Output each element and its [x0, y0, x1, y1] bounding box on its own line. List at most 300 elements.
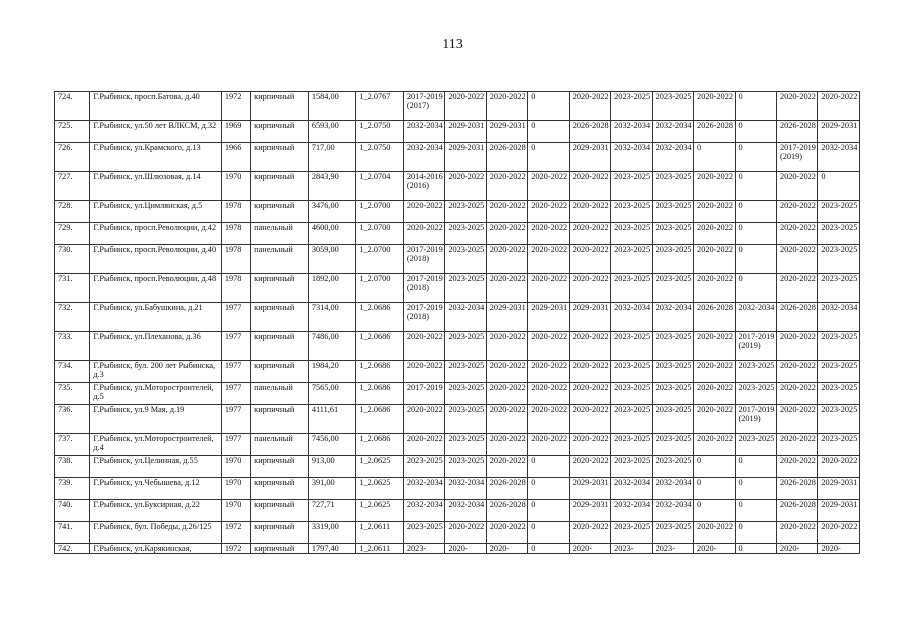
construction-year-cell: 1969 [221, 121, 250, 143]
total-area-cell: 913,00 [308, 456, 356, 478]
repair-period-cell: 2026-2028 [776, 121, 817, 143]
table-row [55, 500, 860, 522]
total-area-cell: 3059,00 [308, 245, 356, 274]
repair-period-cell: 2023-2025 [735, 383, 776, 405]
repair-period-cell: 2020-2022 [445, 522, 486, 544]
repair-period-cell: 2020-2022 [486, 434, 527, 456]
repair-period-cell: 2026-2028 [486, 500, 527, 522]
repair-period-cell: 2032-2034 [652, 478, 693, 500]
row-number: 729. [55, 223, 90, 245]
repair-period-cell: 2023-2025 [611, 245, 652, 274]
repair-period-cell: 2020-2022 [445, 172, 486, 201]
repair-period-cell: 2020-2022 [486, 92, 527, 121]
repair-period-cell: 2023-2025 [611, 434, 652, 456]
repair-period-cell: 2032-2034 [652, 500, 693, 522]
table-row [55, 201, 860, 223]
repair-period-cell: 2023-2025 [652, 405, 693, 434]
address-cell: Г.Рыбинск, ул.9 Мая, д.19 [90, 405, 221, 434]
repair-period-cell: 2029-2031 [818, 121, 860, 143]
repair-period-cell: 2032-2034 [611, 303, 652, 332]
table-row [55, 456, 860, 478]
repair-period-cell: 2023-2025 [652, 434, 693, 456]
table-row [55, 361, 860, 383]
repair-period-cell: 0 [735, 456, 776, 478]
row-number: 727. [55, 172, 90, 201]
repair-period-cell: 2017-2019 (2019) [735, 332, 776, 361]
row-number: 740. [55, 500, 90, 522]
priority-code-cell: 1_2.0611 [356, 522, 404, 544]
construction-year-cell: 1970 [221, 500, 250, 522]
repair-period-cell: 2020-2022 [694, 223, 735, 245]
wall-material-cell: панельный [251, 223, 309, 245]
wall-material-cell: кирпичный [251, 361, 309, 383]
repair-period-cell: 2023-2025 [818, 434, 860, 456]
repair-period-cell: 2026-2028 [486, 143, 527, 172]
repair-period-cell: 2023- [611, 544, 652, 554]
repair-period-cell: 0 [528, 544, 569, 554]
repair-period-cell: 2020-2022 [569, 92, 610, 121]
row-number: 733. [55, 332, 90, 361]
repair-period-cell: 2032-2034 [445, 500, 486, 522]
row-number: 728. [55, 201, 90, 223]
repair-period-cell: 2020-2022 [818, 92, 860, 121]
repair-period-cell: 2023-2025 [652, 522, 693, 544]
repair-period-cell: 2023-2025 [818, 245, 860, 274]
priority-code-cell: 1_2.0686 [356, 332, 404, 361]
repair-period-cell: 2020- [569, 544, 610, 554]
repair-period-cell: 2020-2022 [569, 245, 610, 274]
repair-period-cell: 2020-2022 [694, 332, 735, 361]
repair-period-cell: 2023-2025 [818, 383, 860, 405]
repair-period-cell: 2023-2025 [403, 522, 444, 544]
total-area-cell: 7314,00 [308, 303, 356, 332]
total-area-cell: 7456,00 [308, 434, 356, 456]
repair-period-cell: 2020-2022 [776, 172, 817, 201]
wall-material-cell: панельный [251, 383, 309, 405]
table-row [55, 121, 860, 143]
total-area-cell: 3476,00 [308, 201, 356, 223]
repair-period-cell: 2020-2022 [486, 332, 527, 361]
repair-period-cell: 2020-2022 [694, 522, 735, 544]
repair-period-cell: 2020- [486, 544, 527, 554]
repair-period-cell: 2020-2022 [486, 245, 527, 274]
wall-material-cell: кирпичный [251, 478, 309, 500]
repair-period-cell: 0 [528, 478, 569, 500]
repair-period-cell: 2023-2025 [818, 332, 860, 361]
table-row [55, 223, 860, 245]
row-number: 736. [55, 405, 90, 434]
priority-code-cell: 1_2.0625 [356, 456, 404, 478]
repair-period-cell: 2026-2028 [486, 478, 527, 500]
construction-year-cell: 1977 [221, 303, 250, 332]
table-row [55, 172, 860, 201]
repair-period-cell: 2020-2022 [528, 434, 569, 456]
repair-period-cell: 2020-2022 [569, 201, 610, 223]
repair-period-cell: 2020-2022 [528, 274, 569, 303]
priority-code-cell: 1_2.0625 [356, 478, 404, 500]
repair-period-cell: 2023-2025 [652, 332, 693, 361]
repair-period-cell: 2020-2022 [776, 92, 817, 121]
table-row [55, 434, 860, 456]
priority-code-cell: 1_2.0767 [356, 92, 404, 121]
repair-period-cell: 2029-2031 [569, 500, 610, 522]
repair-period-cell: 2023-2025 [445, 201, 486, 223]
table-row [55, 544, 860, 554]
wall-material-cell: кирпичный [251, 274, 309, 303]
construction-year-cell: 1970 [221, 172, 250, 201]
repair-period-cell: 2023-2025 [611, 223, 652, 245]
row-number: 738. [55, 456, 90, 478]
repair-period-cell: 0 [694, 500, 735, 522]
repair-period-cell: 2020-2022 [486, 172, 527, 201]
wall-material-cell: кирпичный [251, 303, 309, 332]
repair-period-cell: 2023-2025 [445, 361, 486, 383]
construction-year-cell: 1970 [221, 456, 250, 478]
repair-period-cell: 2020-2022 [486, 383, 527, 405]
repair-period-cell: 2020-2022 [569, 332, 610, 361]
repair-period-cell: 2023-2025 [652, 201, 693, 223]
repair-period-cell: 2020-2022 [403, 201, 444, 223]
repair-period-cell: 2023-2025 [445, 383, 486, 405]
repair-period-cell: 0 [735, 544, 776, 554]
repair-period-cell: 2020-2022 [776, 456, 817, 478]
repair-period-cell: 2023-2025 [611, 172, 652, 201]
table-row [55, 245, 860, 274]
repair-period-cell: 2023-2025 [818, 361, 860, 383]
repair-period-cell: 2029-2031 [445, 121, 486, 143]
repair-period-cell: 2032-2034 [611, 500, 652, 522]
repair-period-cell: 2032-2034 [818, 303, 860, 332]
address-cell: Г.Рыбинск, бул. 200 лет Рыбинска, д.3 [90, 361, 221, 383]
repair-period-cell: 2020-2022 [818, 456, 860, 478]
repair-period-cell: 2032-2034 [652, 121, 693, 143]
repair-period-cell: 2020-2022 [694, 201, 735, 223]
total-area-cell: 2843,90 [308, 172, 356, 201]
repair-period-cell: 2029-2031 [486, 303, 527, 332]
construction-year-cell: 1978 [221, 223, 250, 245]
priority-code-cell: 1_2.0700 [356, 201, 404, 223]
row-number: 731. [55, 274, 90, 303]
repair-period-cell: 2020-2022 [528, 405, 569, 434]
wall-material-cell: кирпичный [251, 201, 309, 223]
total-area-cell: 391,00 [308, 478, 356, 500]
repair-period-cell: 2020-2022 [776, 332, 817, 361]
repair-period-cell: 2023-2025 [445, 434, 486, 456]
repair-period-cell: 0 [735, 522, 776, 544]
repair-period-cell: 2020-2022 [694, 274, 735, 303]
address-cell: Г.Рыбинск, ул.Моторостроителей, д.4 [90, 434, 221, 456]
address-cell: Г.Рыбинск, ул.Плеханова, д.36 [90, 332, 221, 361]
wall-material-cell: кирпичный [251, 522, 309, 544]
row-number: 725. [55, 121, 90, 143]
priority-code-cell: 1_2.0750 [356, 121, 404, 143]
repair-period-cell: 2029-2031 [445, 143, 486, 172]
repair-period-cell: 0 [735, 201, 776, 223]
repair-period-cell: 2032-2034 [611, 121, 652, 143]
construction-year-cell: 1966 [221, 143, 250, 172]
repair-period-cell: 2020-2022 [486, 361, 527, 383]
table-row [55, 383, 860, 405]
repair-period-cell: 2023-2025 [611, 383, 652, 405]
repair-period-cell: 2020-2022 [569, 522, 610, 544]
repair-period-cell: 0 [528, 500, 569, 522]
repair-period-cell: 2020-2022 [776, 274, 817, 303]
table-row [55, 303, 860, 332]
row-number: 726. [55, 143, 90, 172]
wall-material-cell: кирпичный [251, 500, 309, 522]
total-area-cell: 1584,00 [308, 92, 356, 121]
repair-period-cell: 2020-2022 [403, 434, 444, 456]
wall-material-cell: кирпичный [251, 544, 309, 554]
repair-period-cell: 2023-2025 [652, 245, 693, 274]
repair-period-cell: 2020-2022 [445, 92, 486, 121]
repair-period-cell: 2020-2022 [776, 434, 817, 456]
table-body [55, 92, 860, 554]
repair-period-cell: 0 [528, 456, 569, 478]
priority-code-cell: 1_2.0704 [356, 172, 404, 201]
repair-period-cell: 2020-2022 [694, 405, 735, 434]
construction-year-cell: 1972 [221, 522, 250, 544]
total-area-cell: 1892,00 [308, 274, 356, 303]
repair-period-cell: 2023-2025 [445, 405, 486, 434]
construction-year-cell: 1970 [221, 478, 250, 500]
repair-period-cell: 2017-2019 (2019) [735, 405, 776, 434]
address-cell: Г.Рыбинск, ул.Буксирная, д.22 [90, 500, 221, 522]
repair-period-cell: 2020-2022 [528, 223, 569, 245]
repair-period-cell: 2026-2028 [776, 478, 817, 500]
repair-period-cell: 2023-2025 [735, 434, 776, 456]
priority-code-cell: 1_2.0686 [356, 303, 404, 332]
repair-period-cell: 2020-2022 [403, 405, 444, 434]
table-row [55, 143, 860, 172]
construction-year-cell: 1977 [221, 332, 250, 361]
repair-period-cell: 2023- [652, 544, 693, 554]
repair-period-cell: 2032-2034 [611, 478, 652, 500]
repair-period-cell: 2023-2025 [652, 92, 693, 121]
repair-period-cell: 0 [735, 143, 776, 172]
row-number: 741. [55, 522, 90, 544]
repair-period-cell: 2026-2028 [776, 500, 817, 522]
repair-period-cell: 0 [694, 456, 735, 478]
construction-year-cell: 1977 [221, 361, 250, 383]
repair-period-cell: 2020-2022 [694, 245, 735, 274]
priority-code-cell: 1_2.0700 [356, 274, 404, 303]
wall-material-cell: кирпичный [251, 332, 309, 361]
wall-material-cell: кирпичный [251, 121, 309, 143]
repair-period-cell: 2023-2025 [403, 456, 444, 478]
construction-year-cell: 1978 [221, 201, 250, 223]
repair-period-cell: 2032-2034 [445, 478, 486, 500]
row-number: 735. [55, 383, 90, 405]
row-number: 737. [55, 434, 90, 456]
repair-period-cell: 2023- [403, 544, 444, 554]
address-cell: Г.Рыбинск, ул.Чебышева, д.12 [90, 478, 221, 500]
repair-period-cell: 2020-2022 [528, 332, 569, 361]
repair-period-cell: 0 [735, 121, 776, 143]
repair-period-cell: 2023-2025 [652, 456, 693, 478]
repair-period-cell: 2020-2022 [694, 361, 735, 383]
repair-period-cell: 0 [735, 92, 776, 121]
repair-period-cell: 2023-2025 [652, 223, 693, 245]
repair-period-cell: 2020-2022 [776, 361, 817, 383]
repair-period-cell: 2020-2022 [694, 383, 735, 405]
page-number: 113 [442, 37, 463, 52]
repair-period-cell: 2023-2025 [611, 361, 652, 383]
priority-code-cell: 1_2.0700 [356, 223, 404, 245]
construction-year-cell: 1977 [221, 405, 250, 434]
repair-period-cell: 2020-2022 [694, 92, 735, 121]
repair-period-cell: 2023-2025 [445, 245, 486, 274]
priority-code-cell: 1_2.0686 [356, 383, 404, 405]
repair-period-cell: 0 [735, 478, 776, 500]
repair-period-cell: 2020-2022 [569, 172, 610, 201]
repair-period-cell: 2020-2022 [486, 274, 527, 303]
repair-period-cell: 2020-2022 [569, 383, 610, 405]
total-area-cell: 7565,00 [308, 383, 356, 405]
table-row [55, 332, 860, 361]
total-area-cell: 3319,00 [308, 522, 356, 544]
repair-period-cell: 2020-2022 [528, 172, 569, 201]
repair-period-cell: 2017-2019 (2018) [403, 274, 444, 303]
repair-period-cell: 2020-2022 [569, 456, 610, 478]
repair-period-cell: 2020- [694, 544, 735, 554]
repair-period-cell: 2032-2034 [403, 121, 444, 143]
repair-period-cell: 0 [694, 478, 735, 500]
priority-code-cell: 1_2.0750 [356, 143, 404, 172]
repair-period-cell: 2020-2022 [528, 201, 569, 223]
construction-year-cell: 1978 [221, 245, 250, 274]
repair-period-cell: 2020-2022 [818, 522, 860, 544]
repair-period-cell: 0 [528, 92, 569, 121]
row-number: 732. [55, 303, 90, 332]
repair-period-cell: 2023-2025 [652, 383, 693, 405]
repair-period-cell: 2020-2022 [486, 522, 527, 544]
repair-period-cell: 2017-2019 (2018) [403, 245, 444, 274]
repair-period-cell: 2029-2031 [486, 121, 527, 143]
repair-period-cell: 2020-2022 [569, 223, 610, 245]
repair-period-cell: 2023-2025 [818, 405, 860, 434]
repair-period-cell: 0 [694, 143, 735, 172]
priority-code-cell: 1_2.0686 [356, 405, 404, 434]
total-area-cell: 4111,61 [308, 405, 356, 434]
repair-period-cell: 2023-2025 [652, 361, 693, 383]
repair-period-cell: 2020-2022 [776, 201, 817, 223]
repair-period-cell: 0 [528, 121, 569, 143]
repair-period-cell: 2029-2031 [569, 303, 610, 332]
priority-code-cell: 1_2.0686 [356, 434, 404, 456]
repair-period-cell: 2023-2025 [652, 172, 693, 201]
repair-period-cell: 2020- [776, 544, 817, 554]
repair-period-cell: 2023-2025 [818, 201, 860, 223]
address-cell: Г.Рыбинск, просп.Революции, д.48 [90, 274, 221, 303]
row-number: 742. [55, 544, 90, 554]
repair-period-cell: 2032-2034 [652, 303, 693, 332]
repair-period-cell: 2020-2022 [528, 383, 569, 405]
repair-period-cell: 2017-2019 (2019) [776, 143, 817, 172]
repair-period-cell: 2020-2022 [776, 405, 817, 434]
repair-period-cell: 0 [818, 172, 860, 201]
repair-period-cell: 2029-2031 [818, 500, 860, 522]
repair-period-cell: 2032-2034 [403, 500, 444, 522]
repair-period-cell: 2020-2022 [528, 361, 569, 383]
address-cell: Г.Рыбинск, ул.Целинная, д.55 [90, 456, 221, 478]
repair-period-cell: 2023-2025 [445, 223, 486, 245]
repair-period-cell: 2023-2025 [652, 274, 693, 303]
repair-period-cell: 2020-2022 [403, 332, 444, 361]
priority-code-cell: 1_2.0625 [356, 500, 404, 522]
repair-period-cell: 2020-2022 [776, 223, 817, 245]
repair-period-cell: 2020-2022 [694, 172, 735, 201]
address-cell: Г.Рыбинск, ул.Бабушкина, д.21 [90, 303, 221, 332]
address-cell: Г.Рыбинск, просп.Революции, д.40 [90, 245, 221, 274]
repair-period-cell: 2032-2034 [403, 478, 444, 500]
address-cell: Г.Рыбинск, ул.Моторостроителей, д.5 [90, 383, 221, 405]
address-cell: Г.Рыбинск, просп.Батова, д.40 [90, 92, 221, 121]
repair-period-cell: 0 [735, 274, 776, 303]
repair-period-cell: 2026-2028 [569, 121, 610, 143]
repair-period-cell: 2023-2025 [818, 274, 860, 303]
wall-material-cell: кирпичный [251, 405, 309, 434]
repair-period-cell: 2014-2016 (2016) [403, 172, 444, 201]
wall-material-cell: кирпичный [251, 172, 309, 201]
wall-material-cell: кирпичный [251, 456, 309, 478]
repair-period-cell: 2017-2019 [403, 383, 444, 405]
repair-period-cell: 2020-2022 [486, 405, 527, 434]
table-row [55, 478, 860, 500]
repair-period-cell: 2026-2028 [694, 121, 735, 143]
repair-period-cell: 2020-2022 [486, 456, 527, 478]
address-cell: Г.Рыбинск, бул. Победы, д.26/125 [90, 522, 221, 544]
priority-code-cell: 1_2.0611 [356, 544, 404, 554]
repair-period-cell: 2026-2028 [776, 303, 817, 332]
priority-code-cell: 1_2.0686 [356, 361, 404, 383]
repair-period-cell: 2023-2025 [611, 201, 652, 223]
repair-period-cell: 2032-2034 [403, 143, 444, 172]
total-area-cell: 1797,40 [308, 544, 356, 554]
repair-period-cell: 2032-2034 [818, 143, 860, 172]
repair-period-cell: 2032-2034 [652, 143, 693, 172]
repair-period-cell: 2020- [818, 544, 860, 554]
table-row [55, 92, 860, 121]
repair-period-cell: 2017-2019 (2017) [403, 92, 444, 121]
repair-period-cell: 2020-2022 [486, 223, 527, 245]
total-area-cell: 7486,00 [308, 332, 356, 361]
address-cell: Г.Рыбинск, ул.50 лет ВЛКСМ, д.32 [90, 121, 221, 143]
construction-year-cell: 1972 [221, 92, 250, 121]
repair-period-cell: 2020-2022 [403, 361, 444, 383]
construction-year-cell: 1972 [221, 544, 250, 554]
repair-period-cell: 2020-2022 [569, 274, 610, 303]
repair-period-cell: 2029-2031 [569, 143, 610, 172]
repair-period-cell: 2023-2025 [611, 92, 652, 121]
repair-period-cell: 2020-2022 [528, 245, 569, 274]
address-cell: Г.Рыбинск, просп.Революции, д.42 [90, 223, 221, 245]
wall-material-cell: панельный [251, 434, 309, 456]
repair-period-cell: 2017-2019 (2018) [403, 303, 444, 332]
construction-year-cell: 1978 [221, 274, 250, 303]
address-cell: Г.Рыбинск, ул.Крамского, д.13 [90, 143, 221, 172]
wall-material-cell: панельный [251, 245, 309, 274]
row-number: 734. [55, 361, 90, 383]
construction-year-cell: 1977 [221, 383, 250, 405]
repair-period-cell: 0 [735, 500, 776, 522]
repair-period-cell: 2023-2025 [611, 405, 652, 434]
repair-period-cell: 2020-2022 [776, 245, 817, 274]
repair-period-cell: 2020-2022 [569, 405, 610, 434]
repair-period-cell: 2029-2031 [569, 478, 610, 500]
repair-period-cell: 2020-2022 [403, 223, 444, 245]
total-area-cell: 4600,00 [308, 223, 356, 245]
